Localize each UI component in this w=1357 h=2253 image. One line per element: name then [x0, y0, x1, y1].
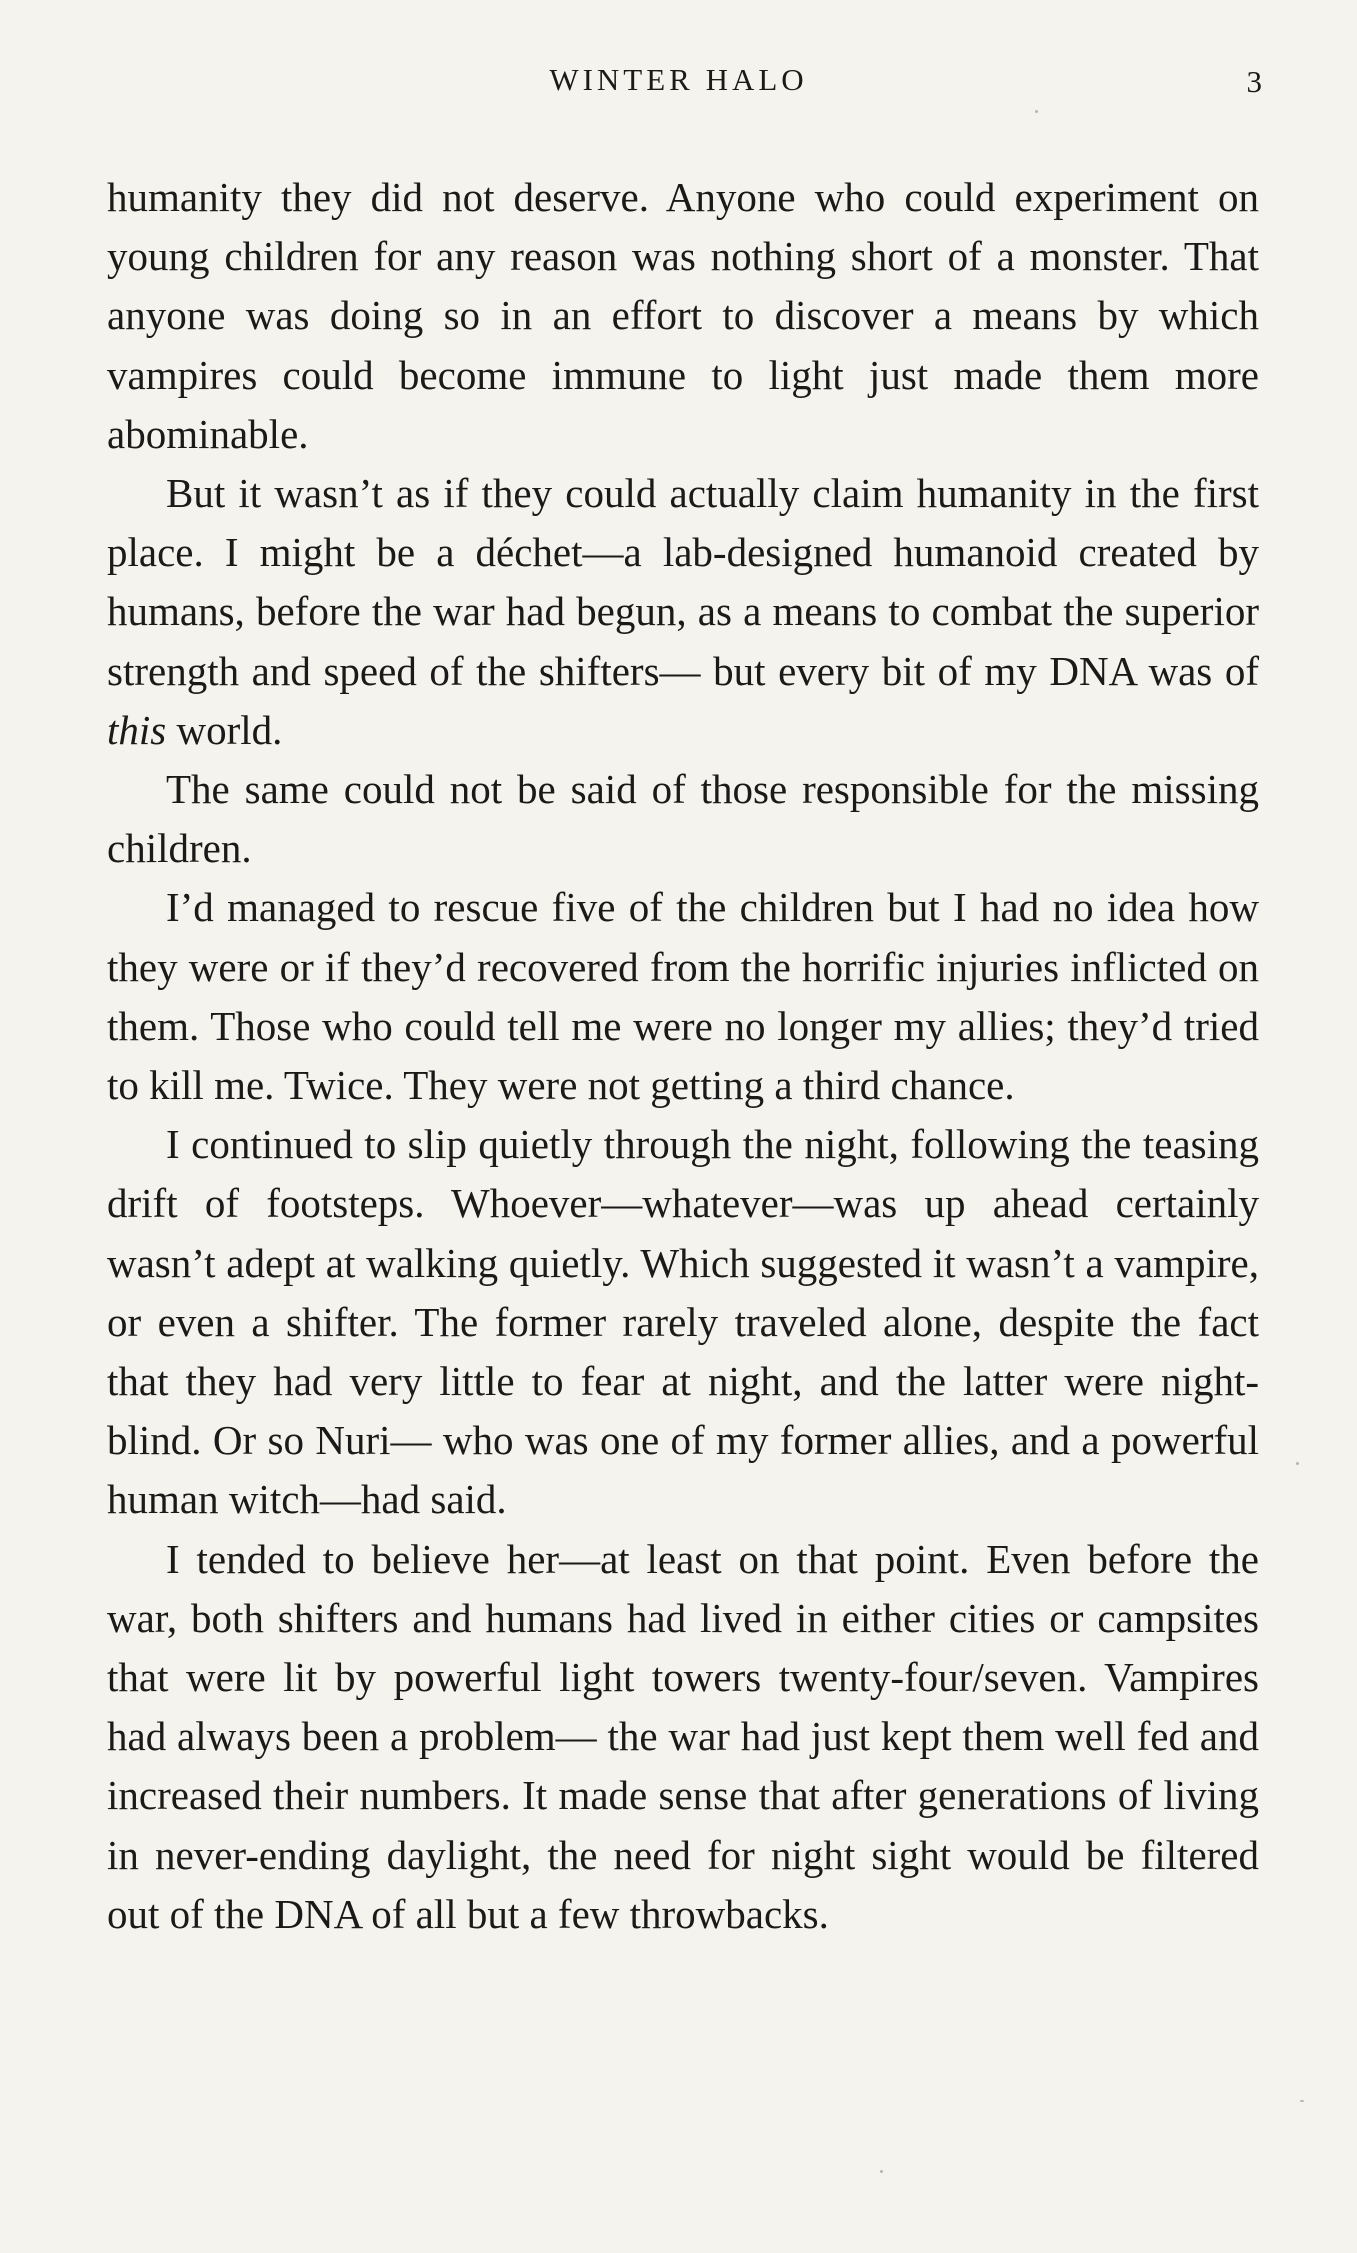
paragraph-3-text: The same could not be said of those responsible for the missing children.: [107, 766, 1259, 872]
paragraph-1: [107, 168, 1259, 464]
paragraph-6-text: I tended to believe her—at least on that point. Even before the war, both shifters and humans had lived in either cities or campsites that were lit by powerful light towers twenty-four/seven. Vampires had always been a problem— the war had just kept them well fed and increased their numbers. It made sense that after generations of living in never-ending daylight, the need for night sight would be filtered out of the DNA of all but a few throwbacks.: [107, 1535, 1259, 1937]
paragraph-2-after: world.: [166, 706, 283, 753]
paragraph-1-text: humanity they did not deserve. Anyone who could experiment on young children for any reason was nothing short of a monster. That anyone was doing so in an effort to discover a means by which vampires could become immune to light just made them more abominable.: [107, 174, 1259, 457]
paragraph-4: [107, 878, 1259, 1115]
paragraph-2-text: But it wasn’t as if they could actually claim humanity in the first place. I might be a déchet—a lab-designed humanoid created by humans, before the war had begun, as a means to combat the superior strength and speed of the shifters— but every bit of my DNA was of: [107, 470, 1259, 694]
paragraph-5-text: I continued to slip quietly through the night, following the teasing drift of footsteps. Whoever—whatever—was up ahead certainly wasn’t adept at walking quietly. Which suggested it wasn’t a vampire, or even a shifter. The former rarely traveled alone, despite the fact that they had very little to fear at night, and the latter were night-blind. Or so Nuri— who was one of my former allies, and a powerful human witch—had said.: [107, 1121, 1259, 1523]
running-head: [0, 62, 1357, 112]
paragraph-2-emphasis: this: [107, 706, 167, 753]
paragraph-5: [107, 1115, 1259, 1529]
paragraph-4-text: I’d managed to rescue five of the children but I had no idea how they were or if they’d recovered from the horrific injuries inflicted on them. Those who could tell me were no longer my allies; they’d tried to kill me. Twice. They were not getting a third chance.: [107, 884, 1259, 1109]
paper-speck: [1296, 1462, 1299, 1465]
running-title: WINTER HALO: [549, 62, 808, 97]
paragraph-2: [107, 464, 1259, 760]
body-text: [107, 168, 1259, 1944]
paper-speck: [1035, 110, 1038, 113]
page-number: 3: [1246, 64, 1262, 99]
paper-speck: [1300, 2100, 1304, 2102]
paper-speck: [880, 2170, 883, 2173]
paragraph-3: [107, 760, 1259, 878]
paragraph-6: [107, 1530, 1259, 1944]
